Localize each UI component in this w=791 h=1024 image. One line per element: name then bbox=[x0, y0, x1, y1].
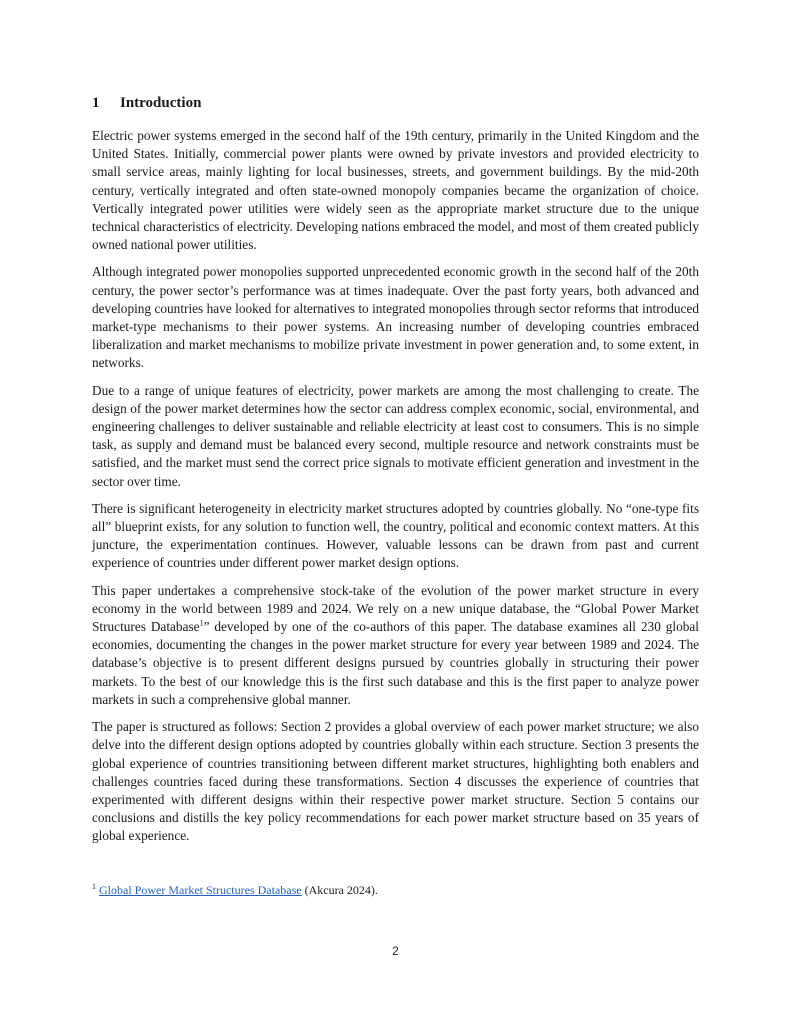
section-heading bbox=[92, 93, 201, 113]
body-text bbox=[92, 127, 699, 855]
footnote bbox=[92, 882, 699, 898]
footnote-citation: (Akcura 2024). bbox=[301, 883, 378, 897]
page-number: 2 bbox=[392, 944, 399, 958]
footnote-link[interactable]: Global Power Market Structures Database bbox=[99, 883, 302, 897]
footnote-marker: 1 bbox=[92, 882, 96, 891]
section-title: Introduction bbox=[120, 95, 202, 111]
paragraph-5 bbox=[92, 582, 699, 709]
paragraph-1: Electric power systems emerged in the second half of the 19th century, primarily in the United Kingdom and the United States. Initially, commercial power plants were owned by private investors and provided electricity to small service areas, mainly lighting for local businesses, streets, and government buildings. By the mid-20th century, vertically integrated and often state-owned monopoly companies became the organization of choice. Vertically integrated power utilities were widely seen as the appropriate market structure due to the unique technical characteristics of electricity. Developing nations embraced the model, and most of them created publicly owned national power utilities. bbox=[92, 128, 699, 253]
paragraph-5-part-a: This paper undertakes a comprehensive stock-take of the evolution of the power market structure in every economy in the world between 1989 and 2024. We rely on a new unique database, the “Global Power Market Structures Database bbox=[92, 582, 699, 635]
paragraph-4: There is significant heterogeneity in electricity market structures adopted by countries globally. No “one-type fits all” blueprint exists, for any solution to function well, the country, political and economic context matters. At this juncture, the experimentation continues. However, valuable lessons can be drawn from past and current experience of countries under different power market design options. bbox=[92, 500, 699, 571]
paragraph-6: The paper is structured as follows: Section 2 provides a global overview of each power market structure; we also delve into the different design options adopted by countries globally within each structure. Section 3 presents the global experience of countries transitioning between different market structures, highlighting both enablers and challenges countries faced during these transformations. Section 4 discusses the experience of countries that experimented with different designs within their respective power market structure. Section 5 contains our conclusions and distills the key policy recommendations for each power market structure based on 35 years of global experience. bbox=[92, 719, 699, 844]
paragraph-5-part-b: ” developed by one of the co-authors of this paper. The database examines all 230 global economies, documenting the changes in the power market structure for every year between 1989 and 2024. The database’s objective is to present different designs pursued by countries globally in structuring their power markets. To the best of our knowledge this is the first such database and this is the first paper to analyze power markets in such a comprehensive global manner. bbox=[92, 619, 699, 707]
section-number: 1 bbox=[92, 95, 100, 111]
footnote-ref-1[interactable]: 1 bbox=[199, 618, 204, 628]
paragraph-2: Although integrated power monopolies supported unprecedented economic growth in the second half of the 20th century, the power sector’s performance was at times inadequate. Over the past forty years, both advanced and developing countries have looked for alternatives to integrated monopolies through sector reforms that introduced market-type mechanisms to their power systems. An increasing number of developing countries embraced liberalization and market mechanisms to mobilize private investment in power generation and, to some extent, in networks. bbox=[92, 264, 699, 371]
paragraph-3: Due to a range of unique features of electricity, power markets are among the most challenging to create. The design of the power market determines how the sector can address complex economic, social, environmental, and engineering challenges to deliver sustainable and reliable electricity at least cost to consumers. This is no simple task, as supply and demand must be balanced every second, multiple resource and network constraints must be satisfied, and the market must send the correct price signals to motivate efficient generation and investment in the sector over time. bbox=[92, 382, 699, 489]
